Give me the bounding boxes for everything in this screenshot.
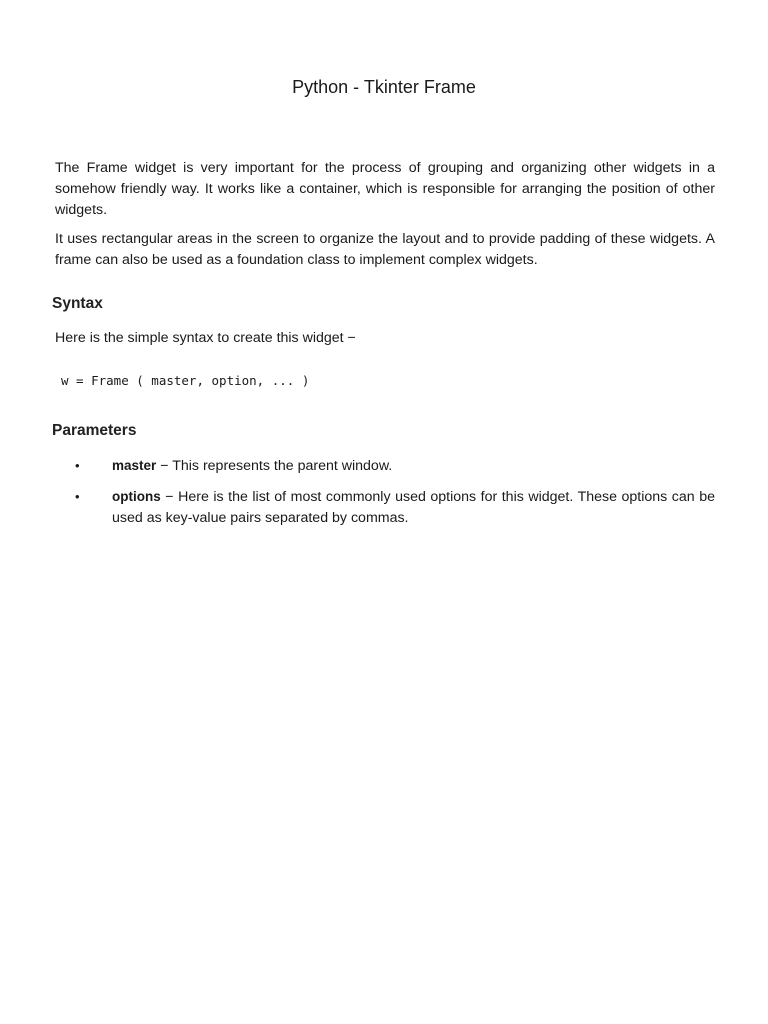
document-body xyxy=(52,158,715,538)
parameter-term-options: options xyxy=(112,489,161,504)
parameters-heading: Parameters xyxy=(52,422,137,439)
parameter-term-master: master xyxy=(112,458,157,473)
intro-paragraph-2: It uses rectangular areas in the screen to organize the layout and to provide padding of these widgets. A frame can also be used as a foundation class to implement complex widgets. xyxy=(55,231,715,268)
parameter-description-options: − Here is the list of most commonly used options for this widget. These options can be used as key-value pairs separated by commas. xyxy=(112,489,715,526)
bullet-icon: • xyxy=(75,458,80,473)
syntax-intro: Here is the simple syntax to create this widget − xyxy=(55,330,356,346)
parameter-description-master: − This represents the parent window. xyxy=(156,458,393,474)
page-title: Python - Tkinter Frame xyxy=(292,77,476,97)
syntax-heading: Syntax xyxy=(52,295,103,312)
syntax-code: w = Frame ( master, option, ... ) xyxy=(61,373,310,388)
list-item xyxy=(55,486,715,529)
parameters-list xyxy=(55,455,715,529)
list-item xyxy=(55,455,715,477)
bullet-icon: • xyxy=(75,489,80,504)
intro-paragraph-1: The Frame widget is very important for the process of grouping and organizing other widgets in a somehow friendly way. It works like a container, which is responsible for arranging the position of other widgets. xyxy=(55,160,715,218)
